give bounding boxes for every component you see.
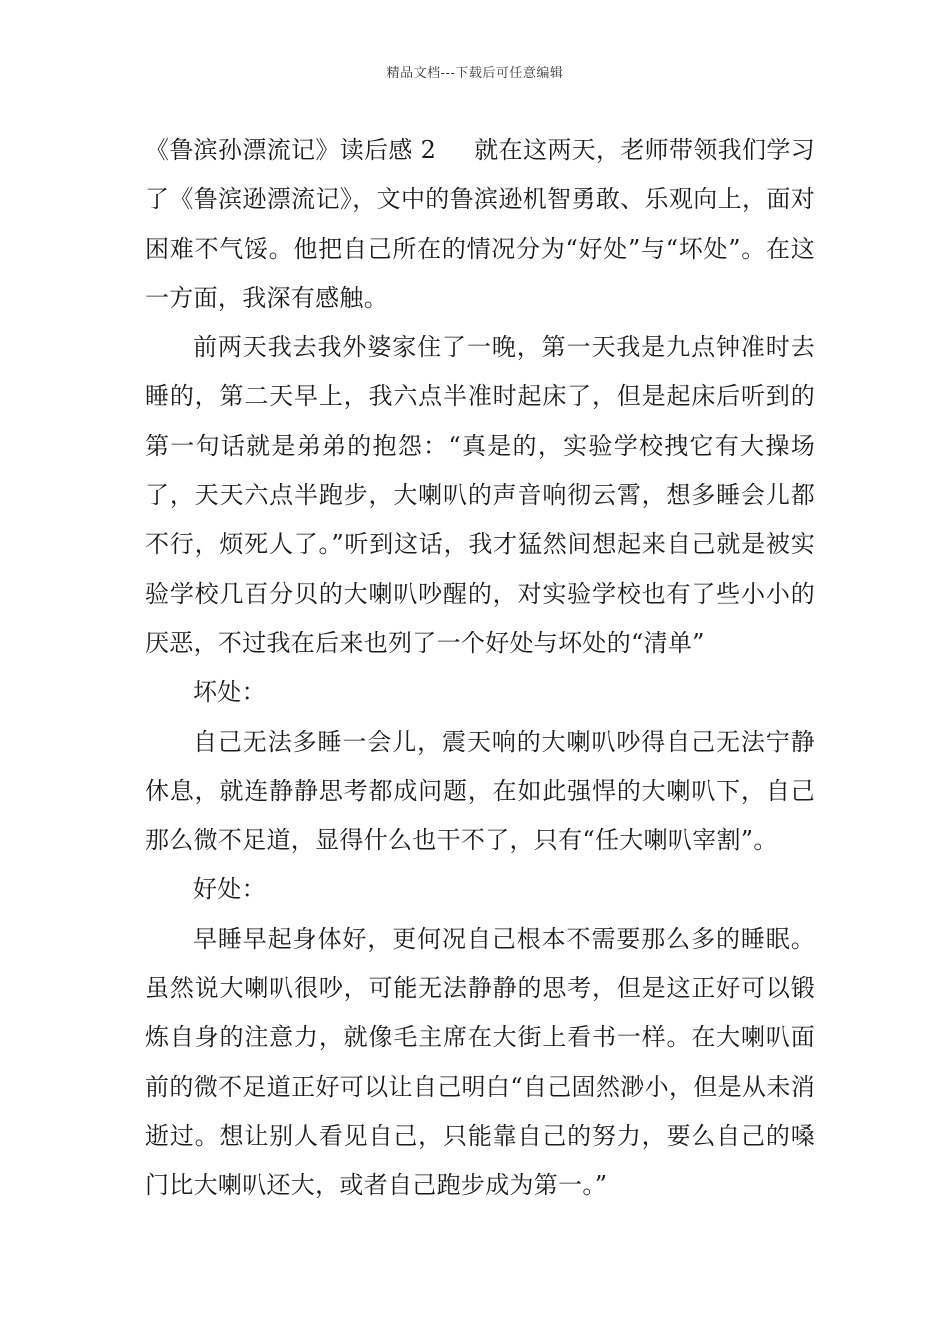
paragraph: 前两天我去我外婆家住了一晚，第一天我是九点钟准时去睡的，第二天早上，我六点半准时起床了，但是起床后听到的第一句话就是弟弟的抱怨：“真是的，实验学校拽它有大操场了，天天六点半跑步，大喇叭的声音响彻云霄，想多睡会儿都不行，烦死人了。”听到这话，我才猛然间想起来自己就是被实验学校几百分贝的大喇叭吵醒的，对实验学校也有了些小小的厌恶，不过我在后来也列了一个好处与坏处的“清单” [145, 333, 815, 657]
paragraph: 早睡早起身体好，更何况自己根本不需要那么多的睡眠。虽然说大喇叭很吵，可能无法静静的思考，但是这正好可以锻炼自身的注意力，就像毛主席在大街上看书一样。在大喇叭面前的微不足道正好可以让自己明白“自己固然渺小，但是从未消逝过。想让别人看见自己，只能靠自己的努力，要么自己的嗓门比大喇叭还大，或者自己跑步成为第一。” [145, 924, 815, 1200]
section-heading-advantages: 好处： [193, 875, 266, 904]
document-title: 《鲁滨孙漂流记》读后感 2 [145, 136, 437, 164]
intro-paragraph [145, 126, 815, 323]
paragraph: 自己无法多睡一会儿，震天响的大喇叭吵得自己无法宁静休息，就连静静思考都成问题，在如此强悍的大喇叭下，自己那么微不足道，显得什么也干不了，只有“任大喇叭宰割”。 [145, 727, 815, 855]
document-body [145, 126, 815, 1211]
section-heading-disadvantages: 坏处： [193, 678, 266, 707]
page-header: 精品文档---下载后可任意编辑 [386, 66, 564, 81]
paragraph-text: 就在这两天，老师带领我们学习了《鲁滨逊漂流记》，文中的鲁滨逊机智勇敢、乐观向上，面对困难不气馁。他把自己所在的情况分为“好处”与“坏处”。在这一方面，我深有感触。 [145, 136, 815, 312]
